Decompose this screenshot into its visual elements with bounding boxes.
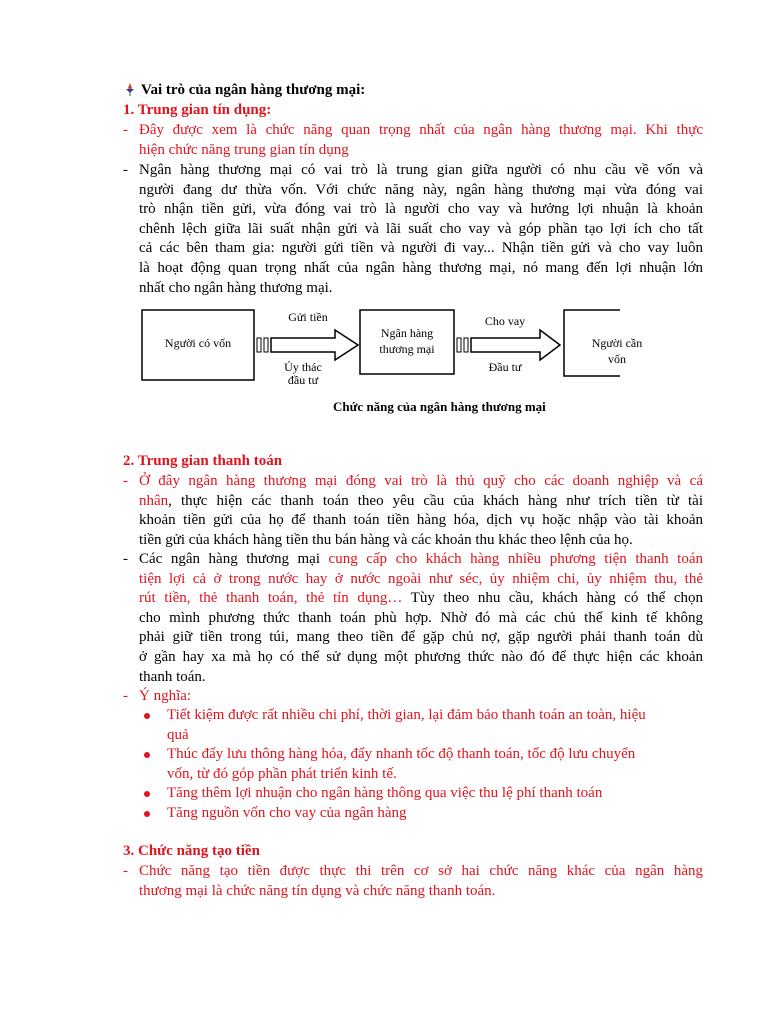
bullet-text (167, 706, 704, 745)
pushpin-bullet-icon (123, 82, 137, 96)
bullet-dot-icon (144, 752, 150, 758)
arrow-deposit (271, 330, 358, 360)
text-line: quả (167, 726, 189, 743)
arrow1-bottom-label-line2: đầu tư (287, 373, 319, 387)
text-line (139, 882, 703, 902)
borrower-label-line2: vốn (608, 352, 626, 366)
dash-marker: - (123, 122, 128, 138)
text-run: Ở đây ngân hàng thương mại đóng vai trò là thủ quỹ cho các doanh nghiệp và cá (139, 473, 703, 489)
text-run: cho mình phương thức thanh toán phù hợp. Nhờ đó mà các chủ thể kinh tế không (139, 609, 703, 626)
bank-label-line2: thương mại (379, 342, 435, 356)
text-line (139, 279, 703, 299)
text-run: Ý nghĩa: (139, 688, 192, 704)
dash-marker: - (123, 162, 128, 178)
text-line (139, 259, 703, 279)
text-run: cung cấp cho khách hàng nhiều phương tiện thanh toán (328, 551, 704, 567)
lender-label: Người có vốn (164, 336, 232, 350)
bullet-text (167, 804, 704, 824)
text-line (139, 589, 703, 609)
text-line: Thúc đẩy lưu thông hàng hóa, đẩy nhanh tốc độ thanh toán, tốc độ lưu chuyển (167, 746, 636, 762)
bullet-text (167, 745, 704, 784)
text-run: Các ngân hàng thương mại (139, 551, 329, 567)
text-line: Tăng nguồn vốn cho vay của ngân hàng (167, 805, 407, 821)
text-run: phải giữ tiền trong túi, mang theo tiền để gặp chủ nợ, gặp người phải thanh toán dù (139, 629, 703, 646)
text-line: Tăng thêm lợi nhuận cho ngân hàng thông qua việc thu lệ phí thanh toán (167, 785, 603, 801)
text-line (139, 492, 703, 512)
text-run: chênh lệch giữa lãi suất nhận gửi và lãi suất cho vay và góp phần tạo lợi ích cho tất (139, 220, 703, 237)
text-line (139, 531, 703, 551)
text-run: rút tiền, thẻ thanh toán, thẻ tín dụng… (139, 590, 403, 607)
arrow2-top-label: Cho vay (484, 314, 526, 328)
arrow1-bottom-label-line1: Ủy thác (284, 360, 322, 374)
dash-marker: - (123, 473, 128, 489)
text-run: khoản tiền gửi của họ để thanh toán tiền hàng hóa, dịch vụ hoặc nhập vào tài khoản (139, 512, 703, 529)
paragraph-text (139, 121, 703, 160)
borrower-label-line1: Người cần (591, 336, 643, 350)
paragraph-text (139, 862, 703, 901)
document-title (123, 81, 365, 101)
text-run: tiện lợi cả ở trong nước hay ở nước ngoài như séc, ủy nhiệm chi, ủy nhiệm thu, thẻ (139, 570, 703, 587)
text-run: ở gần hay xa mà họ có thể sử dụng một phương thức nào đó để thực hiện các khoản (139, 648, 703, 665)
text-line (139, 687, 703, 707)
text-line (139, 628, 703, 648)
arrow2-bottom-label: Đầu tư (488, 360, 522, 374)
text-line (139, 570, 703, 590)
section-heading-3: 3. Chức năng tạo tiền (123, 843, 260, 859)
text-line (139, 239, 703, 259)
section-heading-1: 1. Trung gian tín dụng: (123, 102, 272, 118)
text-run: thương mại là chức năng tín dụng và chức năng thanh toán. (139, 882, 496, 899)
text-line (139, 511, 703, 531)
text-run: nhân (139, 492, 169, 509)
bullet-text (167, 784, 704, 804)
arrow1-top-label: Gửi tiền (288, 310, 328, 324)
text-run: thanh toán. (139, 668, 206, 685)
title-text: Vai trò của ngân hàng thương mại: (141, 82, 366, 98)
text-run: Ngân hàng thương mại có vai trò là trung gian giữa người có nhu cầu về vốn và (139, 162, 703, 178)
text-line: vốn, từ đó góp phần phát triển kinh tế. (167, 765, 397, 782)
bullet-dot-icon (144, 791, 150, 797)
text-line (139, 648, 703, 668)
text-line (139, 141, 703, 161)
text-line (139, 161, 703, 181)
text-line (139, 472, 703, 492)
text-run: nhất cho ngân hàng thương mại. (139, 279, 333, 296)
text-run: , thực hiện các thanh toán theo yêu cầu của khách hàng như trích tiền từ tài (168, 492, 703, 509)
section-heading-2: 2. Trung gian thanh toán (123, 453, 283, 469)
dash-marker: - (123, 551, 128, 567)
bank-label-line1: Ngân hàng (380, 326, 434, 340)
text-line (139, 200, 703, 220)
dash-marker: - (123, 688, 128, 704)
text-run: Đây được xem là chức năng quan trọng nhất của ngân hàng thương mại. Khi thực (139, 122, 703, 138)
text-line (139, 121, 703, 141)
paragraph-text (139, 472, 703, 550)
text-run: trò nhận tiền gửi, vừa đóng vai trò là người cho vay và hưởng lợi nhuận là khoản (139, 201, 703, 218)
paragraph-text (139, 550, 703, 687)
text-line (139, 220, 703, 240)
text-run: Chức năng tạo tiền được thực thi trên cơ sở hai chức năng khác của ngân hàng (139, 863, 703, 879)
text-run: tiền gửi của khách hàng tiền thu bán hàng và các khoản thu khác theo lệnh của họ. (139, 531, 633, 548)
text-line (139, 862, 703, 882)
arrow-loan (471, 330, 560, 360)
bullet-dot-icon (144, 811, 150, 817)
text-run: người đang dư thừa vốn. Với chức năng này, ngân hàng thương mại vừa đóng vai (139, 181, 703, 198)
text-run: cả các bên tham gia: người gửi tiền và người đi vay... Nhận tiền gửi và cho vay luôn (139, 240, 703, 257)
text-line (139, 668, 703, 688)
text-run: hiện chức năng trung gian tín dụng (139, 141, 349, 158)
diagram-caption: Chức năng của ngân hàng thương mại (333, 399, 546, 414)
text-run: là hoạt động quan trọng nhất của ngân hàng thương mại, nó mang đến lợi nhuận lớn (139, 259, 703, 276)
text-run: Tùy theo nhu cầu, khách hàng có thể chọn (402, 590, 703, 607)
text-line (139, 181, 703, 201)
bullet-dot-icon (144, 713, 150, 719)
paragraph-text (139, 687, 703, 707)
paragraph-text (139, 161, 703, 298)
text-line (139, 550, 703, 570)
text-line (139, 609, 703, 629)
text-line: Tiết kiệm được rất nhiều chi phí, thời gian, lại đảm bảo thanh toán an toàn, hiệu (167, 707, 646, 723)
dash-marker: - (123, 863, 128, 879)
